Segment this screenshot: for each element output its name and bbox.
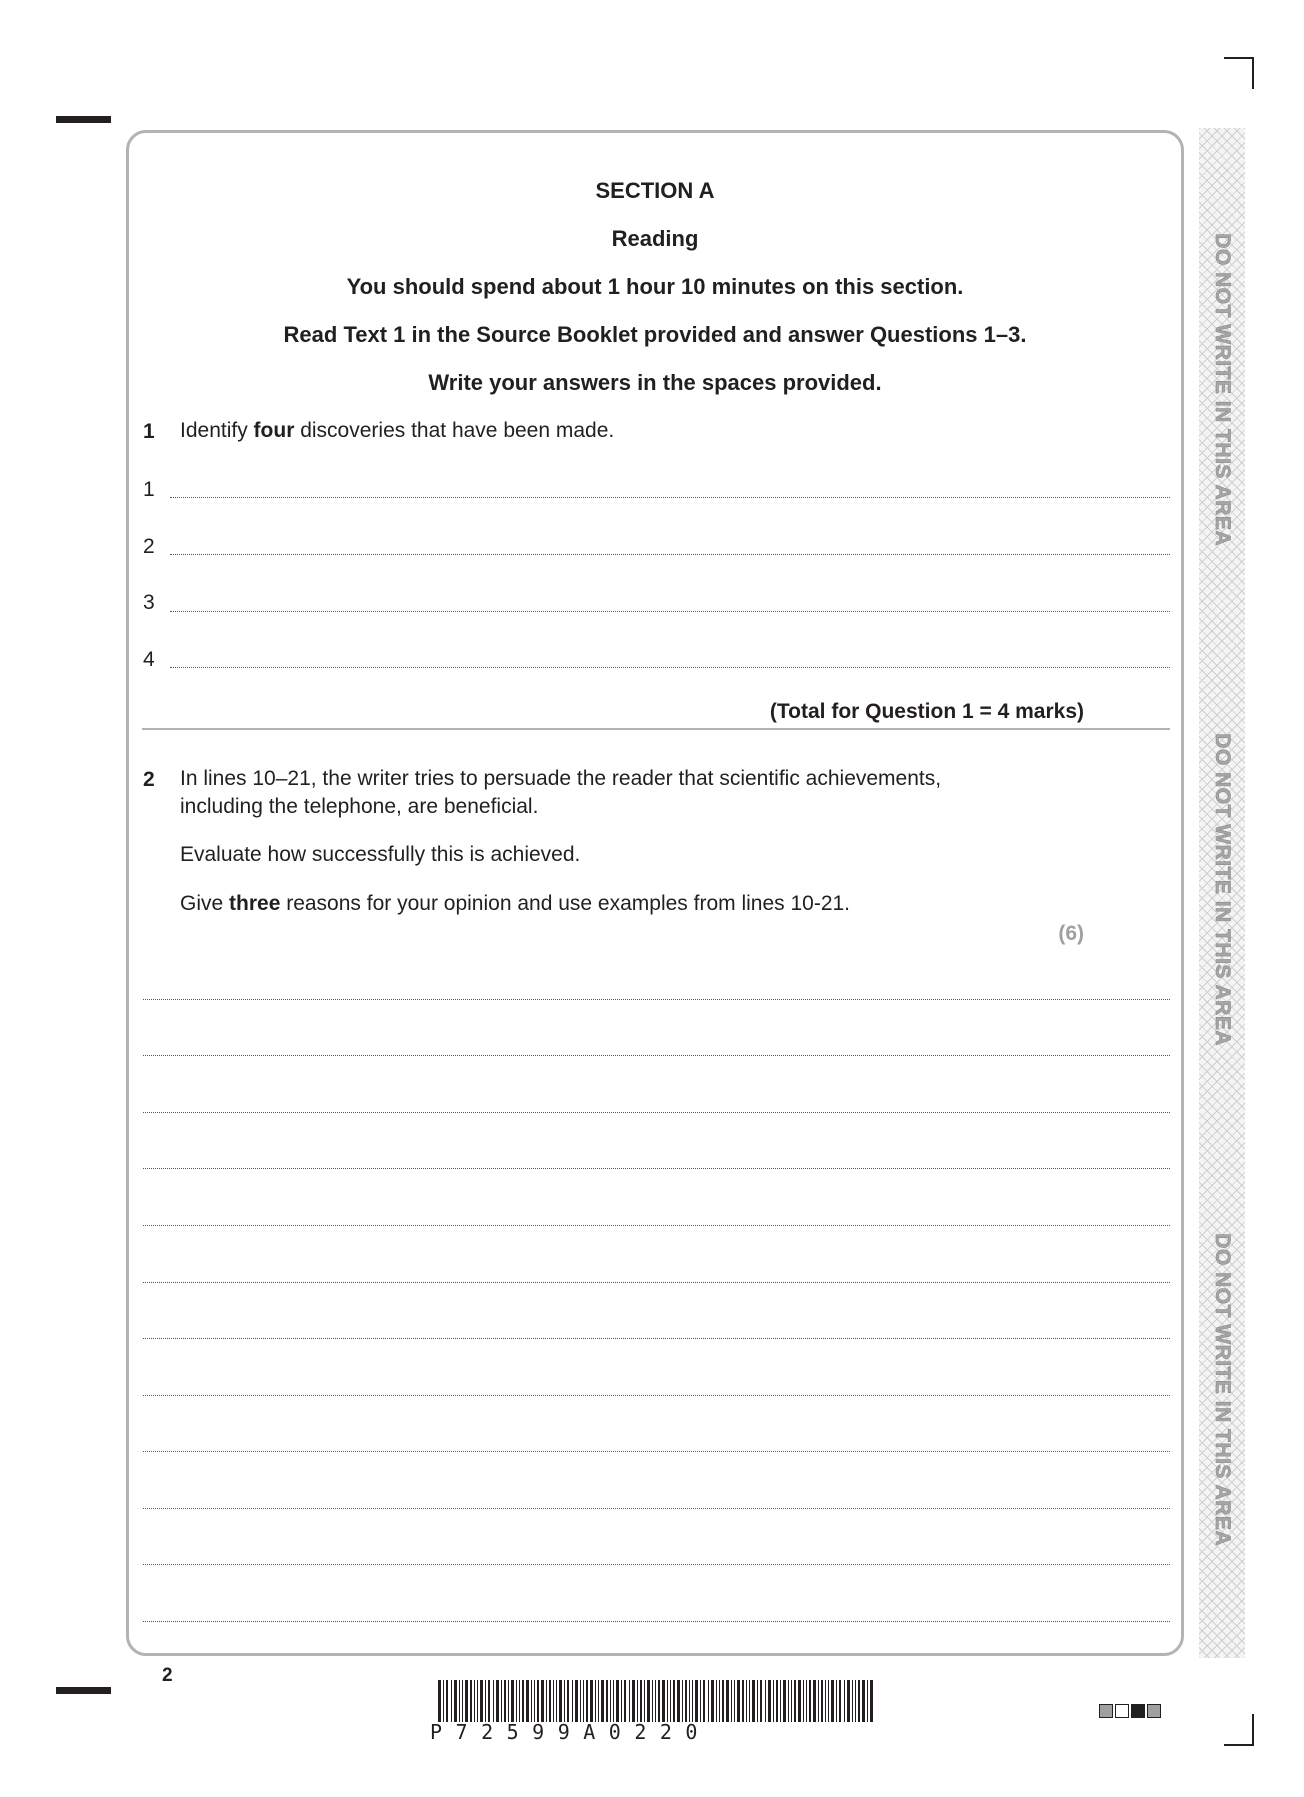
crop-mark-bottom-right-h (1224, 1744, 1254, 1746)
crop-mark-top-right-h (1224, 57, 1254, 59)
q2-answer-line[interactable] (143, 1112, 1170, 1113)
question-1-text-after: discoveries that have been made. (294, 419, 615, 442)
answer-3-line[interactable] (170, 611, 1170, 612)
barcode (438, 1680, 873, 1722)
indicator-square (1131, 1704, 1145, 1718)
question-2-line-2: including the telephone, are beneficial. (180, 795, 539, 818)
barcode-text: P72599A0220 (430, 1720, 711, 1744)
question-2-number: 2 (143, 768, 155, 791)
indicator-square (1099, 1704, 1113, 1718)
answer-2-number: 2 (143, 535, 155, 558)
question-separator (142, 728, 1170, 730)
question-2-give-bold: three (229, 892, 281, 915)
question-2-evaluate: Evaluate how successfully this is achieved. (180, 843, 581, 866)
answer-3-number: 3 (143, 591, 155, 614)
margin-warning-top: DO NOT WRITE IN THIS AREA (1211, 233, 1234, 547)
q2-answer-line[interactable] (143, 1225, 1170, 1226)
page-number: 2 (162, 1665, 173, 1686)
question-2-give-after: reasons for your opinion and use examples from lines 10-21. (280, 892, 851, 915)
section-subtitle: Reading (611, 226, 699, 251)
q2-answer-line[interactable] (143, 1055, 1170, 1056)
crop-mark-top-right-v (1252, 57, 1254, 89)
question-2-marks: (6) (1058, 922, 1084, 945)
time-instruction: You should spend about 1 hour 10 minutes on this section. (346, 274, 964, 299)
answer-2-line[interactable] (170, 554, 1170, 555)
q2-answer-line[interactable] (143, 1338, 1170, 1339)
registration-mark-bottom-left (56, 1687, 111, 1694)
question-1-number: 1 (143, 420, 155, 443)
q2-answer-line[interactable] (143, 1282, 1170, 1283)
q2-answer-line[interactable] (143, 1451, 1170, 1452)
q2-answer-line[interactable] (143, 1564, 1170, 1565)
registration-mark-top-left (56, 116, 111, 123)
q2-answer-line[interactable] (143, 1168, 1170, 1169)
question-2-line-1: In lines 10–21, the writer tries to persuade the reader that scientific achievements, (180, 767, 942, 790)
read-instruction: Read Text 1 in the Source Booklet provided and answer Questions 1–3. (283, 322, 1027, 347)
question-2-give-before: Give (180, 892, 230, 915)
answer-4-line[interactable] (170, 667, 1170, 668)
question-1-text-bold: four (253, 419, 295, 442)
q2-answer-line[interactable] (143, 1508, 1170, 1509)
margin-warning-bottom: DO NOT WRITE IN THIS AREA (1211, 1233, 1234, 1547)
q2-answer-line[interactable] (143, 999, 1170, 1000)
margin-warning-middle: DO NOT WRITE IN THIS AREA (1211, 733, 1234, 1047)
question-1-total: (Total for Question 1 = 4 marks) (769, 700, 1084, 723)
question-2-give (180, 890, 850, 918)
question-1-text-before: Identify (180, 419, 254, 442)
q2-answer-line[interactable] (143, 1621, 1170, 1622)
page-indicator (1099, 1704, 1161, 1718)
indicator-square (1115, 1704, 1129, 1718)
crop-mark-bottom-right-v (1252, 1714, 1254, 1746)
answer-4-number: 4 (143, 648, 155, 671)
indicator-square (1147, 1704, 1161, 1718)
section-title: SECTION A (595, 178, 715, 203)
question-1-text (180, 417, 614, 445)
answer-1-line[interactable] (170, 497, 1170, 498)
q2-answer-line[interactable] (143, 1395, 1170, 1396)
answer-1-number: 1 (143, 478, 155, 501)
write-instruction: Write your answers in the spaces provided. (428, 370, 882, 395)
